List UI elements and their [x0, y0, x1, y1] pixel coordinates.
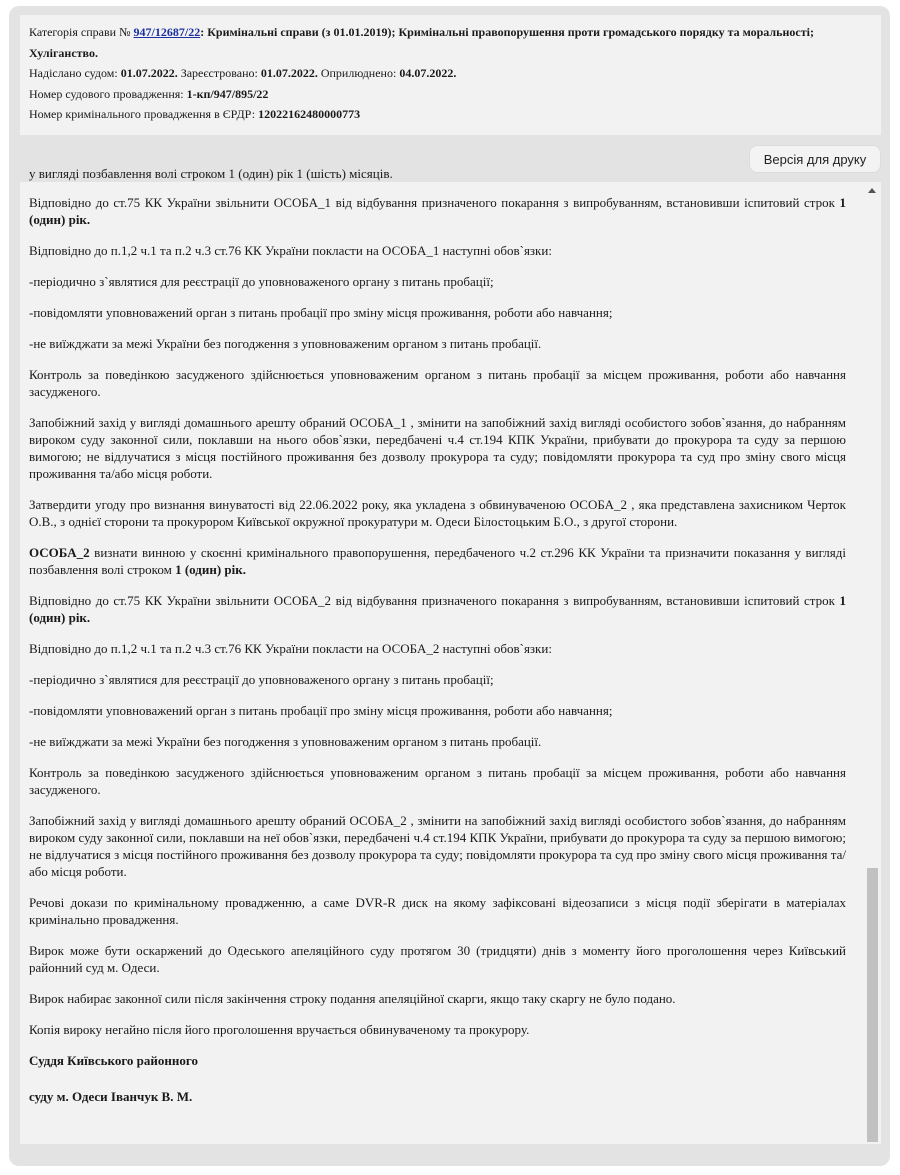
paragraph: Вирок може бути оскаржений до Одеського апеляційного суду протягом 30 (тридцяти) днів з моменту його проголошення через Київський районний суд м. Одеси. [29, 943, 846, 975]
paragraph: -не виїжджати за межі України без погодження з уповноваженим органом з питань пробації. [29, 336, 542, 351]
paragraph: Відповідно до ст.75 КК України звільнити ОСОБА_2 від відбування призначеного покарання з випробуванням, встановивши іспитовий строк 1 (один) рік. [29, 593, 846, 625]
case-info-header [20, 15, 881, 135]
published-label: Оприлюднено: [320, 66, 397, 80]
category-text: : Кримінальні справи (з 01.01.2019); Кримінальні правопорушення проти громадського порядку та моральності; Хуліганство. [29, 25, 814, 60]
sent-label: Надіслано судом: [29, 66, 118, 80]
vertical-scrollbar[interactable] [864, 182, 881, 1144]
paragraph: -періодично з`являтися для реєстрації до уповноваженого органу з питань пробації; [29, 672, 494, 687]
dates-line [29, 63, 872, 84]
paragraph: Речові докази по кримінальному провадженню, а саме DVR-R диск на якому зафіксовані відеозаписи з місця події зберігати в матеріалах кримінально провадження. [29, 895, 846, 927]
paragraph: -не виїжджати за межі України без погодження з уповноваженим органом з питань пробації. [29, 734, 542, 749]
paragraph: Контроль за поведінкою засудженого здійснюється уповноваженим органом з питань пробації за місцем проживання, роботи або навчання засудженого. [29, 765, 846, 797]
registered-label: Зареєстровано: [180, 66, 258, 80]
document-text [29, 165, 846, 1124]
paragraph: -повідомляти уповноважений орган з питань пробації про зміну місця проживання, роботи або навчання; [29, 305, 613, 320]
paragraph: Відповідно до п.1,2 ч.1 та п.2 ч.3 ст.76 КК України покласти на ОСОБА_1 наступні обов`язки: [29, 243, 552, 258]
paragraph: Відповідно до ст.75 КК України звільнити ОСОБА_1 від відбування призначеного покарання з випробуванням, встановивши іспитовий строк 1 (один) рік. [29, 195, 846, 227]
paragraph: -періодично з`являтися для реєстрації до уповноваженого органу з питань пробації; [29, 274, 494, 289]
document-viewer[interactable] [20, 166, 881, 1144]
case-number-link[interactable]: 947/12687/22 [133, 25, 201, 39]
case-category-line [29, 22, 872, 63]
paragraph: Контроль за поведінкою засудженого здійснюється уповноваженим органом з питань пробації за місцем проживання, роботи або навчання засудженого. [29, 367, 846, 399]
paragraph: Запобіжний захід у вигляді домашнього арешту обраний ОСОБА_2 , змінити на запобіжний захід вигляді особистого зобов`язання, до набранням вироком суду законної сили, поклавши на неї обов`язки, передбачені ч.4 ст.194 КПК України, прибувати до прокурора та суду за першою вимогою; не відлучатися з місця постійного проживання без дозволу прокурора та суду; повідомляти прокурора та суд про зміну свого місця проживання та/або місця роботи. [29, 813, 846, 879]
published-date: 04.07.2022. [399, 66, 457, 80]
paragraph: Копія вироку негайно після його проголошення вручається обвинуваченому та прокурору. [29, 1022, 530, 1037]
scrollbar-thumb[interactable] [867, 868, 878, 1142]
court-proceeding-line [29, 84, 872, 105]
paragraph: Запобіжний захід у вигляді домашнього арешту обраний ОСОБА_1 , змінити на запобіжний захід вигляді особистого зобов`язання, до набранням вироком суду законної сили, поклавши на нього обов`язки, передбачені ч.4 ст.194 КПК України, прибувати до прокурора та суду за першою вимогою; не відлучатися з місця постійного проживання без дозволу прокурора та суду; повідомляти прокурора та суд про зміну свого місця проживання та/або місця роботи. [29, 415, 846, 481]
court-proceeding-label: Номер судового провадження: [29, 86, 184, 101]
paragraph: -повідомляти уповноважений орган з питань пробації про зміну місця проживання, роботи або навчання; [29, 703, 613, 718]
paragraph: Вирок набирає законної сили після закінчення строку подання апеляційної скарги, якщо таку скаргу не було подано. [29, 991, 676, 1006]
paragraph: ОСОБА_2 визнати винною у скоєнні кримінального правопорушення, передбаченого ч.2 ст.296 КК України та призначити показання у вигляді позбавлення волі строком 1 (один) рік. [29, 545, 846, 577]
judge-signature-line-1: Суддя Київського районного [29, 1053, 198, 1068]
print-version-button[interactable]: Версія для друку [749, 145, 881, 173]
erdr-number: 12022162480000773 [258, 107, 361, 121]
paragraph-cut-off: у вигляді позбавлення волі строком 1 (один) рік 1 (шість) місяців. [29, 166, 393, 181]
registered-date: 01.07.2022. [260, 66, 318, 80]
category-label: Категорія справи № [29, 25, 131, 39]
erdr-line [29, 104, 872, 125]
paragraph: Затвердити угоду про визнання винуватості від 22.06.2022 року, яка укладена з обвинуваченою ОСОБА_2 , яка представлена захисником Черток О.В., з однієї сторони та прокурором Київської окружної прокуратури м. Одеси Білостоцьким Б.О., з другої сторони. [29, 497, 846, 529]
sent-date: 01.07.2022. [120, 66, 178, 80]
court-proceeding-number: 1-кп/947/895/22 [186, 86, 269, 101]
paragraph: Відповідно до п.1,2 ч.1 та п.2 ч.3 ст.76 КК України покласти на ОСОБА_2 наступні обов`язки: [29, 641, 552, 656]
scroll-up-arrow-icon[interactable] [868, 188, 876, 193]
judge-signature-line-2: суду м. Одеси Іванчук В. М. [29, 1089, 193, 1104]
erdr-label: Номер кримінального провадження в ЄРДР: [29, 107, 256, 121]
